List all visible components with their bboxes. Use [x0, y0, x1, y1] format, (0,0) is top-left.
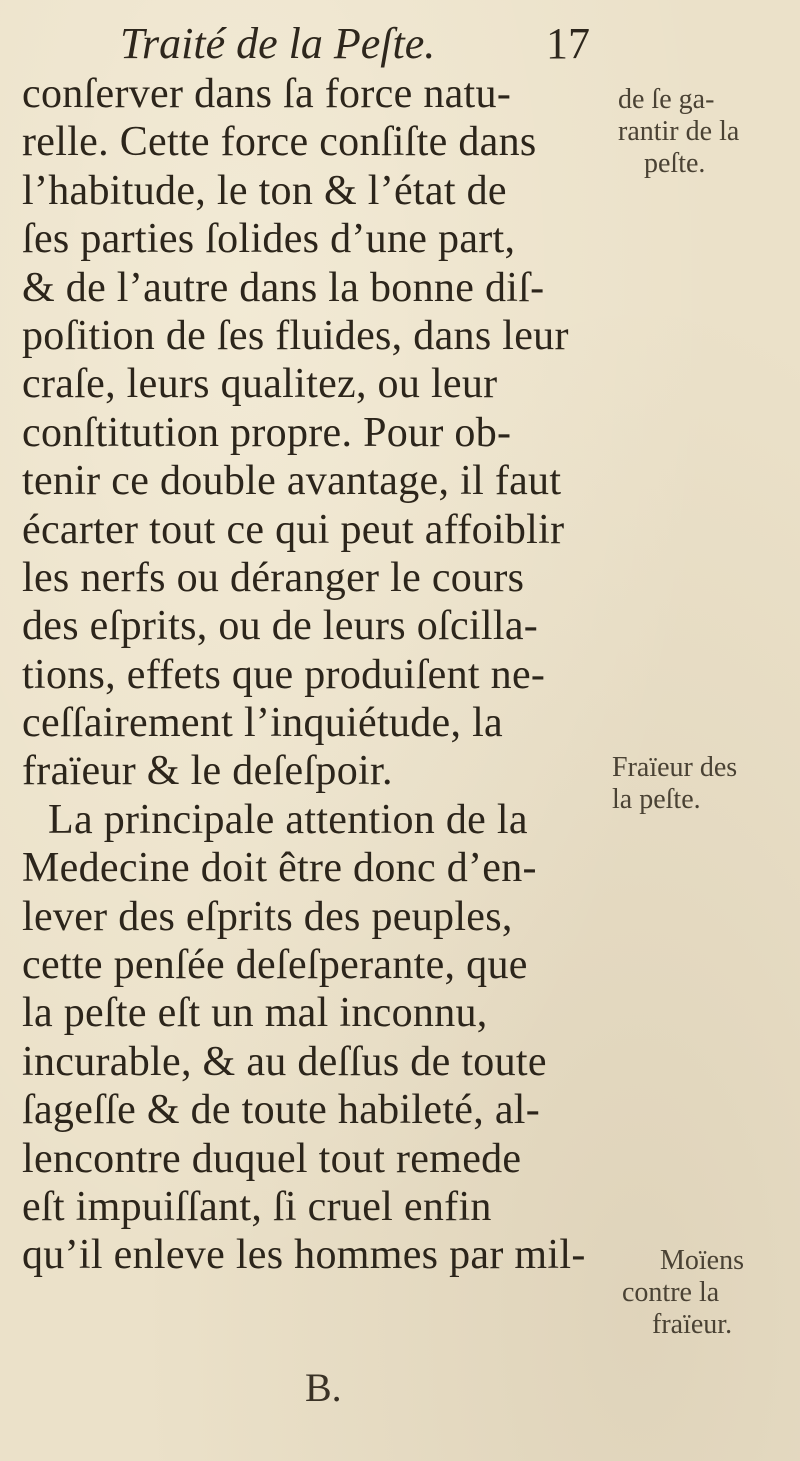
text-line: craſe, leurs qualitez, ou leur: [22, 361, 498, 408]
text-line: l’habitude, le ton & l’état de: [22, 167, 507, 214]
main-text-block: [22, 70, 602, 1280]
text-line: la peſte eſt un mal inconnu,: [22, 990, 488, 1037]
text-line: fraïeur & le deſeſpoir.: [22, 748, 393, 795]
text-line: poſition de ſes fluides, dans leur: [22, 312, 569, 359]
page-number: 17: [546, 19, 590, 68]
text-line: ſageſſe & de toute habileté, al-: [22, 1087, 541, 1134]
text-line: relle. Cette force conſiſte dans: [22, 119, 537, 166]
text-line: Medecine doit être donc d’en-: [22, 845, 537, 892]
margin-note-line: la peſte.: [612, 784, 701, 815]
text-line: conſerver dans ſa force natu-: [22, 71, 512, 117]
signature-mark: B.: [305, 1365, 342, 1410]
text-line: lencontre duquel tout remede: [22, 1135, 522, 1182]
margin-note-line: Moïens: [660, 1245, 744, 1276]
text-line: eſt impuiſſant, ſi cruel enfin: [22, 1183, 492, 1230]
margin-note-moiens: [622, 1245, 744, 1341]
text-line: & de l’autre dans la bonne diſ-: [22, 264, 545, 311]
margin-note-line: contre la: [622, 1277, 720, 1308]
running-head-title: Traité de la Peſte.: [120, 19, 436, 68]
text-line: qu’il enleve les hommes par mil-: [22, 1232, 586, 1279]
margin-note-line: de ſe ga-: [618, 84, 715, 115]
text-line: ceſſairement l’inquiétude, la: [22, 700, 503, 747]
text-line: lever des eſprits des peuples,: [22, 893, 513, 940]
text-line: écarter tout ce qui peut affoiblir: [22, 506, 565, 553]
margin-note-line: peſte.: [644, 148, 706, 179]
margin-note-garantir: [618, 84, 739, 180]
margin-note-fraieur: [612, 752, 737, 816]
text-line: tions, effets que produiſent ne-: [22, 651, 546, 698]
text-line: conſtitution propre. Pour ob-: [22, 409, 512, 456]
text-line: tenir ce double avantage, il faut: [22, 458, 562, 505]
text-line: les nerfs ou déranger le cours: [22, 554, 525, 601]
paragraph-start-line: La principale attention de la: [48, 796, 528, 843]
running-head: [120, 14, 620, 74]
margin-note-line: rantir de la: [618, 116, 740, 147]
text-line: cette penſée deſeſperante, que: [22, 942, 528, 989]
text-line: des eſprits, ou de leurs oſcilla-: [22, 603, 539, 650]
text-line: ſes parties ſolides d’une part,: [22, 216, 516, 263]
margin-note-line: Fraïeur des: [612, 752, 738, 783]
text-line: incurable, & au deſſus de toute: [22, 1038, 547, 1085]
margin-note-line: fraïeur.: [652, 1309, 733, 1340]
